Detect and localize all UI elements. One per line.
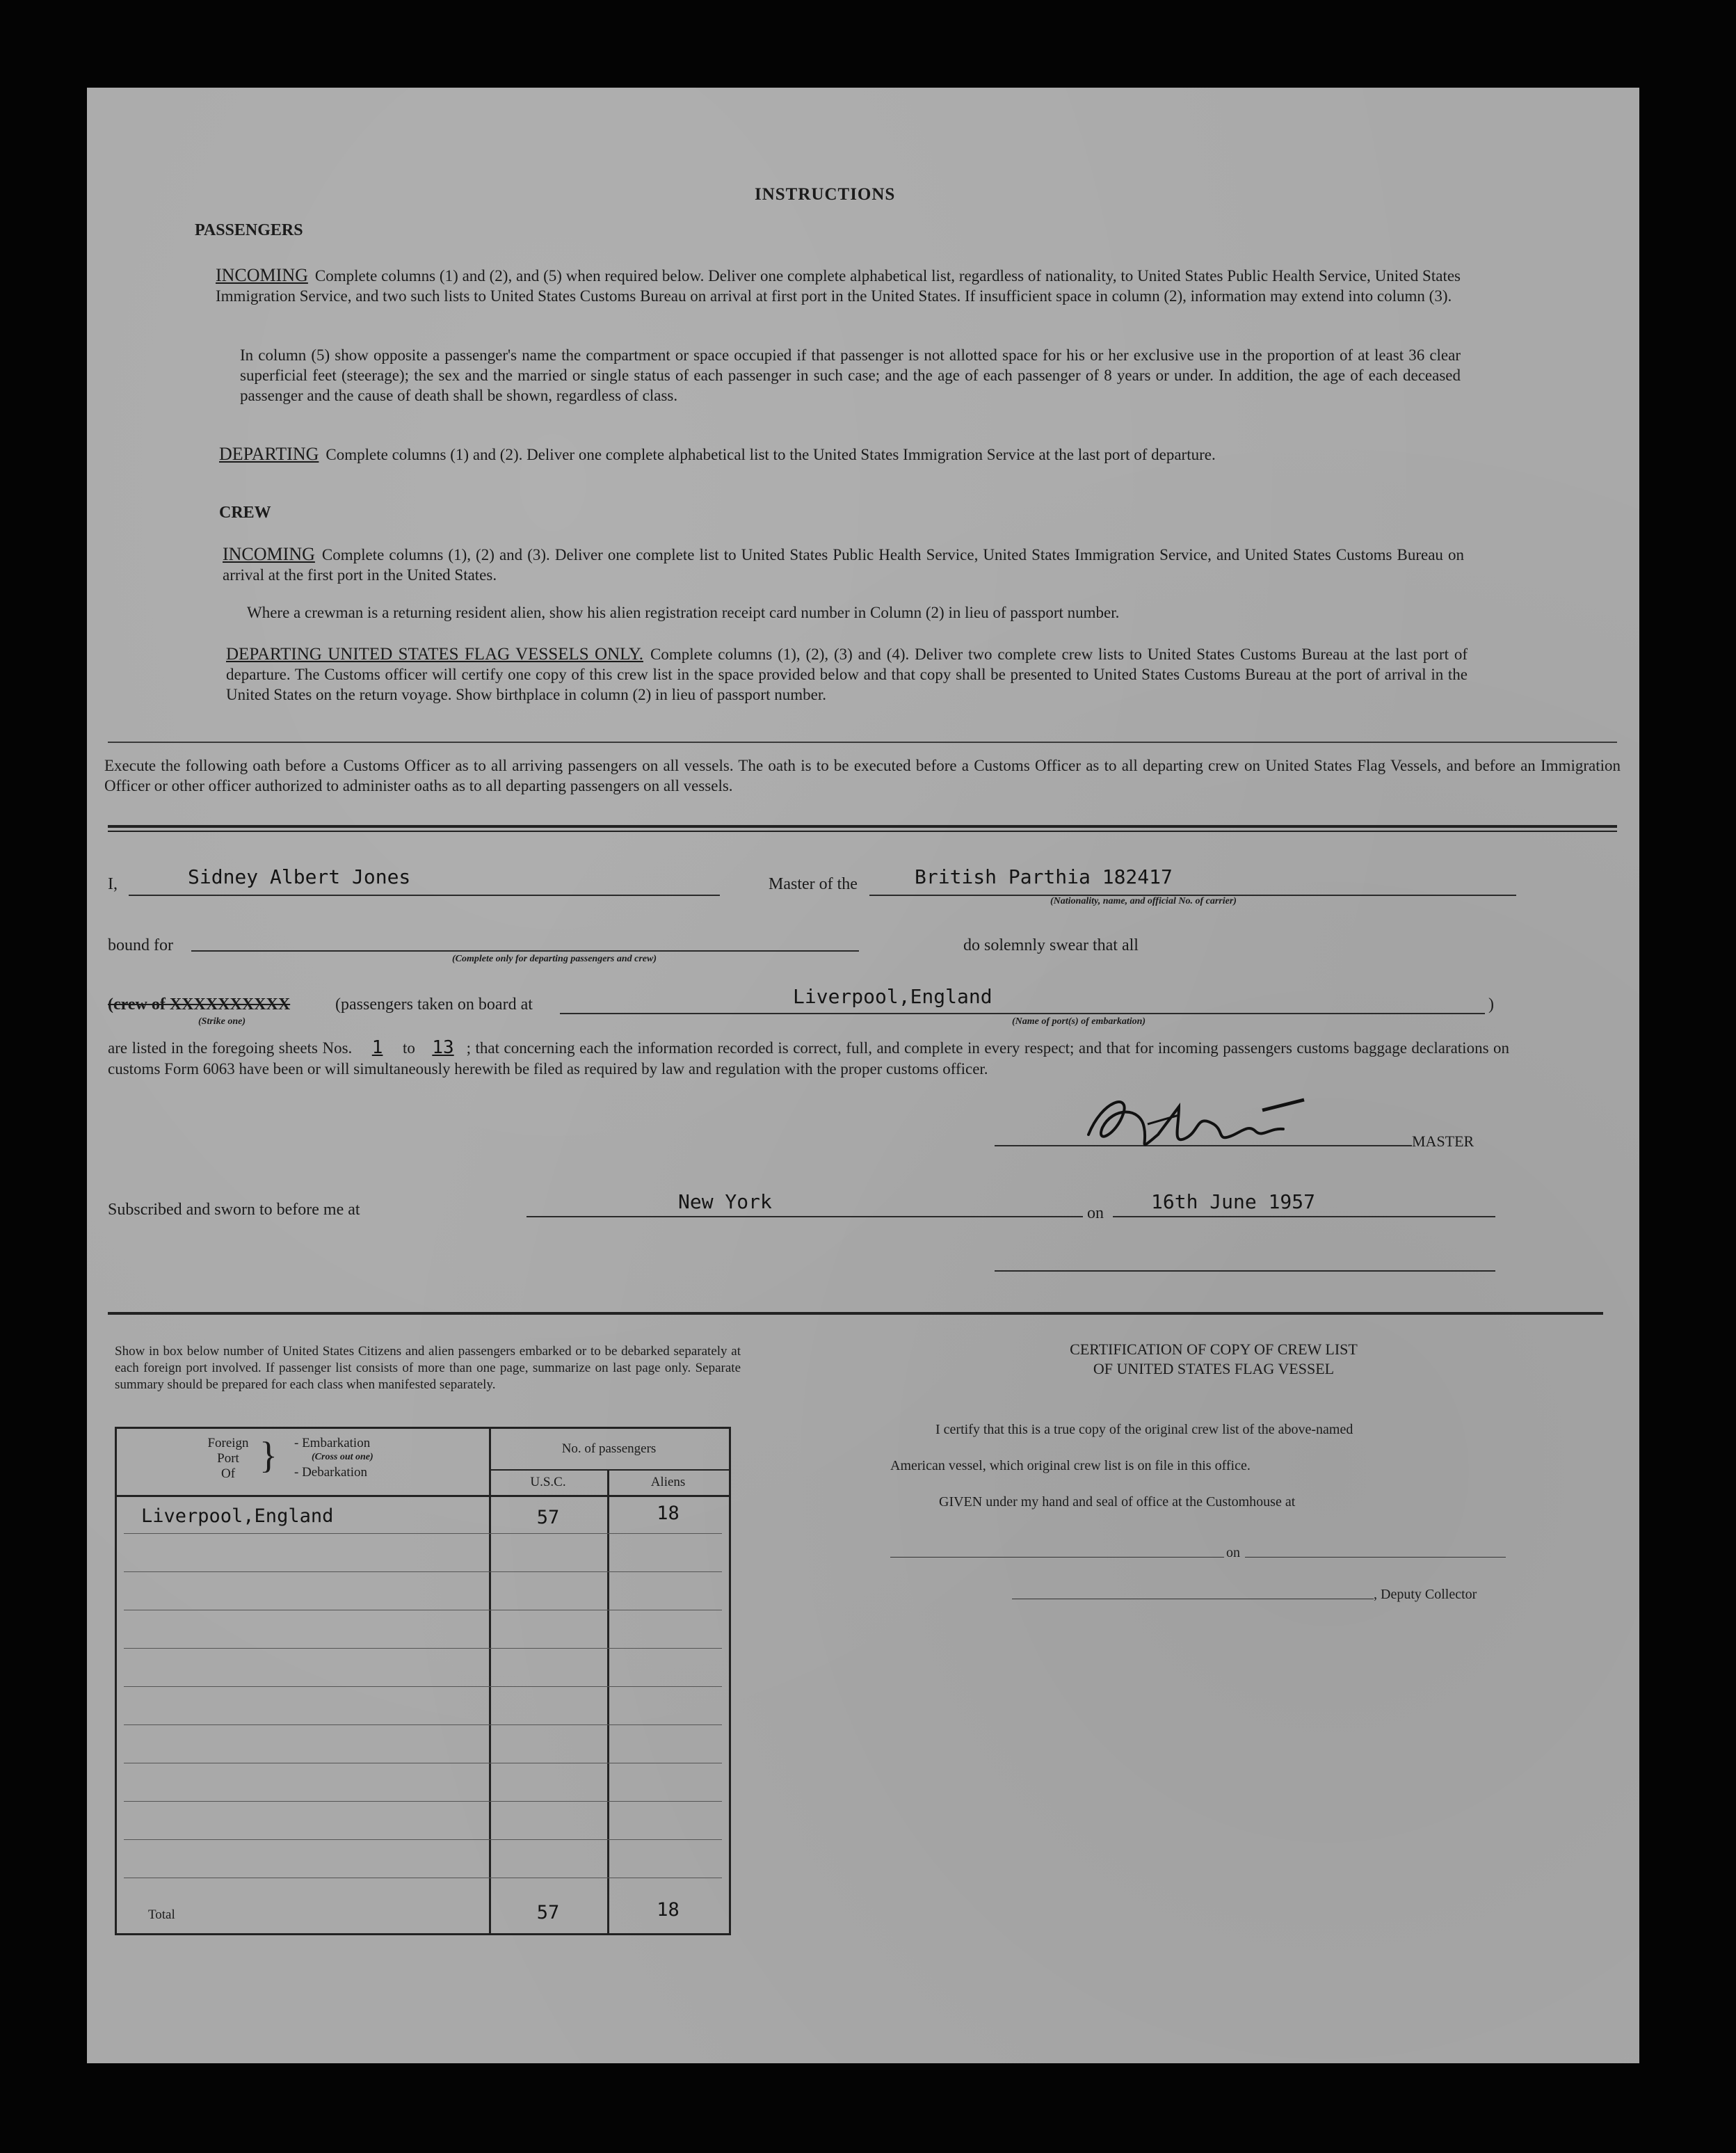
sheets-paragraph xyxy=(108,1037,1509,1080)
passenger-summary-table xyxy=(115,1427,731,1935)
certification-text3: GIVEN under my hand and seal of office at the Customhouse at xyxy=(939,1494,1296,1510)
header-bottom-border xyxy=(117,1495,729,1497)
master-name: Sidney Albert Jones xyxy=(188,865,411,888)
sheets-post: ; that concerning each the information recorded is correct, full, and complete in every respect; and that for incoming passengers customs baggage declarations on customs Form 6063 have been or will simultaneously herewith be filed as required by law and regulation with the proper customs officer. xyxy=(108,1039,1510,1078)
master-of-label: Master of the xyxy=(769,875,858,893)
document-page xyxy=(87,88,1639,2063)
debarkation-label: - Debarkation xyxy=(294,1465,367,1480)
header-divider xyxy=(489,1469,729,1471)
row-line xyxy=(124,1533,722,1534)
certification-title-line1: CERTIFICATION OF COPY OF CREW LIST xyxy=(1070,1340,1358,1358)
sworn-date: 16th June 1957 xyxy=(1151,1190,1316,1213)
crew-heading: CREW xyxy=(219,504,271,522)
double-divider-top xyxy=(108,825,1617,828)
passengers-incoming-paragraph xyxy=(216,265,1461,306)
crew-incoming-paragraph xyxy=(223,544,1464,585)
embarkation-label: - Embarkation xyxy=(294,1436,371,1450)
page-title: INSTRUCTIONS xyxy=(755,185,896,204)
crew-incoming-label: INCOMING xyxy=(223,544,315,564)
column5-paragraph: In column (5) show opposite a passenger's name the compartment or space occupied if that passenger is not allotted space for his or her exclusive use in the proportion of at least 36 clear superficial feet (steerage); the sex and the married or single status of each passenger in such case; and the age of each passenger of 8 years or under. In addition, the age of each deceased passenger and the cause of death shall be shown, regardless of class. xyxy=(240,346,1461,404)
close-paren: ) xyxy=(1488,995,1494,1014)
embark-caption: (Name of port(s) of embarkation) xyxy=(1012,1016,1146,1027)
officer-signature-line xyxy=(995,1270,1495,1272)
embark-line xyxy=(560,1013,1485,1014)
divider xyxy=(108,742,1617,743)
incoming-label: INCOMING xyxy=(216,265,308,285)
cross-out-label: (Cross out one) xyxy=(312,1452,373,1462)
flag-vessels-paragraph xyxy=(226,644,1468,705)
strike-text: (crew of XXXXXXXXXX xyxy=(108,995,291,1014)
strike-caption: (Strike one) xyxy=(198,1016,246,1027)
foreign-label: Foreign xyxy=(207,1436,249,1450)
sheets-pre: are listed in the foregoing sheets Nos. xyxy=(108,1039,353,1057)
summary-instructions: Show in box below number of United States Citizens and alien passengers embarked or to be debarked separately at each foreign port involved. If passenger list consists of more than one page, summarize on last page only. Separate summary should be prepared for each class when manifested separately. xyxy=(115,1344,741,1392)
vessel-name: British Parthia 182417 xyxy=(915,865,1173,888)
aliens-header: Aliens xyxy=(650,1475,686,1489)
crewman-paragraph: Where a crewman is a returning resident alien, show his alien registration receipt card number in Column (2) in lieu of passport number. xyxy=(247,604,1120,621)
port-label: Port xyxy=(217,1451,239,1466)
brace-icon: } xyxy=(259,1434,278,1476)
col-divider xyxy=(607,1469,609,1933)
total-usc: 57 xyxy=(536,1902,560,1923)
row-line xyxy=(124,1571,722,1572)
foreign-port-header xyxy=(200,1436,256,1482)
master-name-line xyxy=(129,895,720,896)
sworn-place-line xyxy=(527,1216,1083,1217)
certification-text2: American vessel, which original crew list is on file in this office. xyxy=(890,1458,1251,1473)
i-label: I, xyxy=(108,875,118,893)
aliens-cell: 18 xyxy=(657,1503,680,1524)
sheet-from: 1 xyxy=(371,1037,383,1058)
total-label: Total xyxy=(148,1907,175,1922)
on-label: on xyxy=(1087,1204,1104,1222)
total-aliens: 18 xyxy=(657,1899,680,1921)
flag-vessels-label: DEPARTING UNITED STATES FLAG VESSELS ONLY. xyxy=(226,645,643,664)
sworn-date-line xyxy=(1113,1216,1495,1217)
cert-on-label: on xyxy=(1226,1545,1240,1560)
of-label: Of xyxy=(220,1466,236,1481)
bound-for-label: bound for xyxy=(108,936,173,954)
to-label: to xyxy=(402,1039,415,1057)
oath-instructions-paragraph: Execute the following oath before a Customs Officer as to all arriving passengers on all vessels. The oath is to be executed before a Customs Officer as to all departing crew on United States Flag Vessels, and before an Immigration Officer or other officer authorized to administer oaths as to all departing passengers on all vessels. xyxy=(104,757,1621,794)
master-signature xyxy=(1075,1086,1311,1162)
row-line xyxy=(124,1801,722,1802)
row-line xyxy=(124,1686,722,1687)
section-divider xyxy=(108,1312,1603,1315)
sworn-place: New York xyxy=(678,1190,772,1213)
port-cell: Liverpool,England xyxy=(141,1505,334,1527)
col-divider xyxy=(489,1429,491,1933)
incoming-text: Complete columns (1) and (2), and (5) when required below. Deliver one complete alphabetical list, regardless of nationality, to United States Public Health Service, United States Immigration Service, and two such lists to United States Customs Bureau on arrival at first port in the United States. If insufficient space in column (2), information may extend into column (3). xyxy=(216,267,1461,305)
subscribed-label: Subscribed and sworn to before me at xyxy=(108,1201,360,1219)
swear-label: do solemnly swear that all xyxy=(963,936,1139,954)
passengers-departing-paragraph xyxy=(219,444,1461,465)
departing-text: Complete columns (1) and (2). Deliver one complete alphabetical list to the United States Immigration Service at the last port of departure. xyxy=(326,446,1216,463)
double-divider-bottom xyxy=(108,831,1617,832)
certification-title xyxy=(901,1340,1527,1379)
passengers-heading: PASSENGERS xyxy=(195,221,303,239)
usc-header: U.S.C. xyxy=(530,1475,566,1489)
sheet-to: 13 xyxy=(432,1037,454,1058)
certification-text1: I certify that this is a true copy of the original crew list of the above-named xyxy=(935,1422,1353,1437)
bound-caption: (Complete only for departing passengers and crew) xyxy=(452,954,657,964)
vessel-caption: (Nationality, name, and official No. of carrier) xyxy=(1050,896,1237,906)
row-line xyxy=(124,1724,722,1725)
crew-incoming-text: Complete columns (1), (2) and (3). Deliver one complete list to United States Public Health Service, United States Immigration Service, and United States Customs Bureau on arrival at the first port in the United States. xyxy=(223,546,1464,584)
master-label: MASTER xyxy=(1412,1132,1474,1150)
row-line xyxy=(124,1648,722,1649)
departing-label: DEPARTING xyxy=(219,444,319,464)
usc-cell: 57 xyxy=(536,1507,560,1528)
deputy-collector-label: , Deputy Collector xyxy=(1374,1587,1477,1602)
customhouse-line xyxy=(890,1557,1224,1558)
cert-date-line xyxy=(1245,1557,1506,1558)
certification-title-line2: OF UNITED STATES FLAG VESSEL xyxy=(1093,1360,1335,1377)
passengers-taken-label: (passengers taken on board at xyxy=(335,995,533,1014)
embark-port: Liverpool,England xyxy=(793,985,992,1008)
bound-for-line xyxy=(191,950,859,952)
row-line xyxy=(124,1839,722,1840)
flag-vessels-text: Complete columns (1), (2), (3) and (4). Deliver two complete crew lists to United States Customs Bureau at the last port of departure. The Customs officer will certify one copy of this crew list in the space provided below and that copy shall be presented to United States Customs Bureau at the port of arrival in the United States on the return voyage. Show birthplace in column (2) in lieu of passport number. xyxy=(226,646,1468,703)
no-of-passengers-header: No. of passengers xyxy=(561,1441,657,1456)
